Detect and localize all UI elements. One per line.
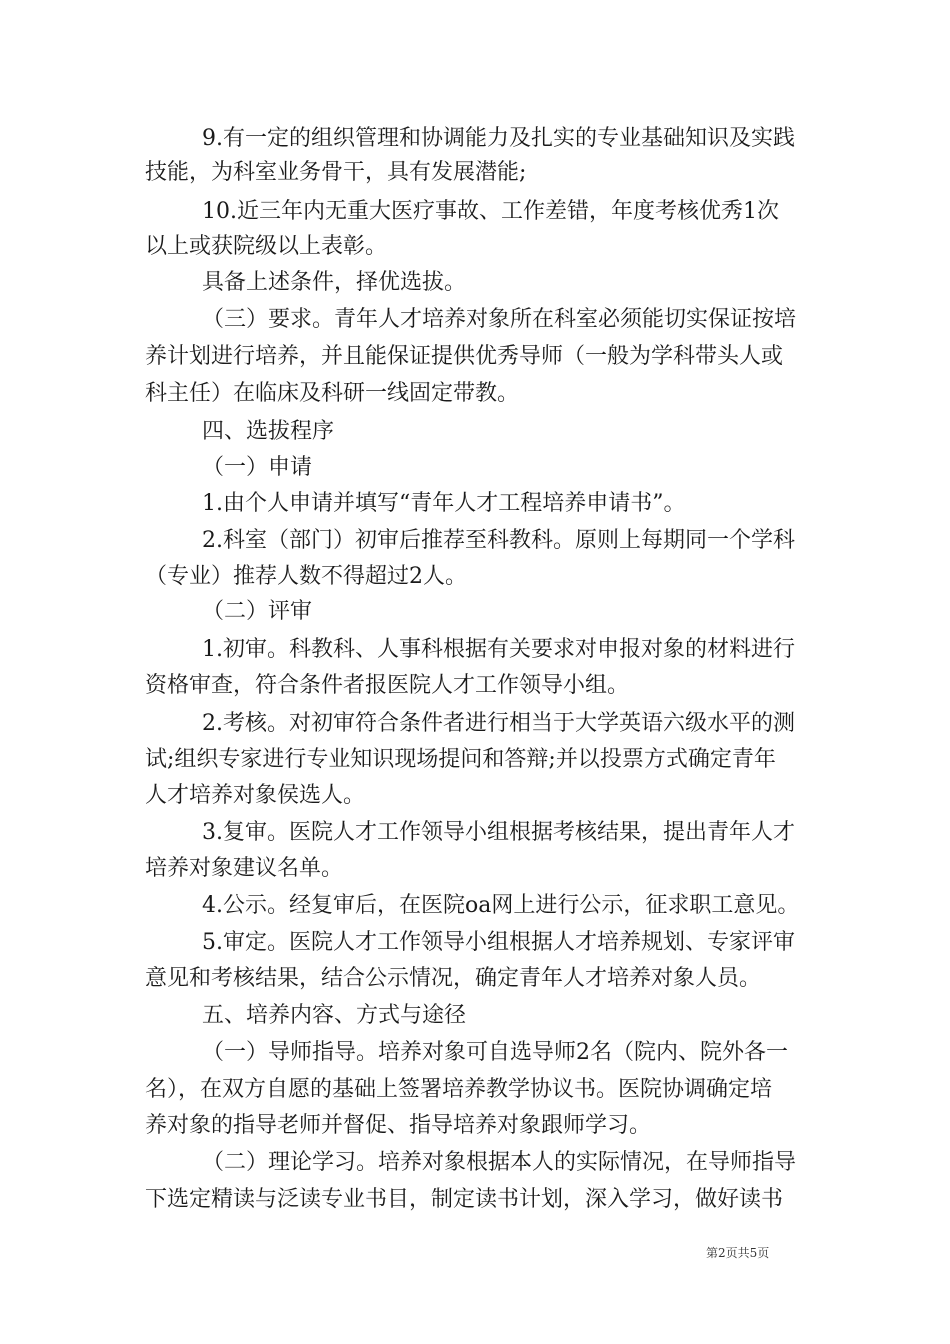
paragraph-line: 5.审定。医院人才工作领导小组根据人才培养规划、专家评审 <box>202 930 795 955</box>
paragraph-line: （三）要求。青年人才培养对象所在科室必须能切实保证按培 <box>202 307 797 332</box>
subsection-heading: （一）申请 <box>202 455 313 480</box>
paragraph-line: 养对象的指导老师并督促、指导培养对象跟师学习。 <box>145 1113 652 1138</box>
paragraph-line: 名），在双方自愿的基础上签署培养教学协议书。医院协调确定培 <box>145 1077 773 1102</box>
paragraph-line: 下选定精读与泛读专业书目，制定读书计划，深入学习，做好读书 <box>145 1187 784 1212</box>
subsection-heading: （二）评审 <box>202 599 313 624</box>
paragraph-line: 培养对象建议名单。 <box>145 856 344 881</box>
paragraph-line: 以上或获院级以上表彰。 <box>145 234 388 259</box>
paragraph-line: 养计划进行培养，并且能保证提供优秀导师（一般为学科带头人或 <box>145 344 784 369</box>
paragraph-line: 意见和考核结果，结合公示情况，确定青年人才培养对象人员。 <box>145 966 762 991</box>
section-heading: 五、培养内容、方式与途径 <box>202 1003 467 1028</box>
paragraph-line: （二）理论学习。培养对象根据本人的实际情况，在导师指导 <box>202 1150 797 1175</box>
paragraph-line: 1.由个人申请并填写“青年人才工程培养申请书”。 <box>202 491 686 516</box>
paragraph-line: 9.有一定的组织管理和协调能力及扎实的专业基础知识及实践 <box>202 126 795 151</box>
paragraph-line: 2.科室（部门）初审后推荐至科教科。原则上每期同一个学科 <box>202 528 795 553</box>
paragraph-line: （专业）推荐人数不得超过2人。 <box>145 564 467 589</box>
paragraph-line: 人才培养对象侯选人。 <box>145 783 366 808</box>
paragraph-line: 4.公示。经复审后，在医院oa网上进行公示，征求职工意见。 <box>202 893 800 918</box>
section-heading: 四、选拔程序 <box>202 419 335 444</box>
page-number-footer: 第2页共5页 <box>706 1246 770 1260</box>
paragraph-line: （一）导师指导。培养对象可自选导师2名（院内、院外各一 <box>202 1040 788 1065</box>
paragraph-line: 资格审查，符合条件者报医院人才工作领导小组。 <box>145 673 630 698</box>
paragraph-line: 具备上述条件，择优选拔。 <box>202 270 467 295</box>
paragraph-line: 试;组织专家进行专业知识现场提问和答辩;并以投票方式确定青年 <box>145 747 776 772</box>
paragraph-line: 1.初审。科教科、人事科根据有关要求对申报对象的材料进行 <box>202 637 795 662</box>
paragraph-line: 技能，为科室业务骨干，具有发展潜能; <box>145 160 527 185</box>
paragraph-line: 2.考核。对初审符合条件者进行相当于大学英语六级水平的测 <box>202 711 795 736</box>
paragraph-line: 3.复审。医院人才工作领导小组根据考核结果，提出青年人才 <box>202 820 795 845</box>
paragraph-line: 科主任）在临床及科研一线固定带教。 <box>145 381 520 406</box>
paragraph-line: 10.近三年内无重大医疗事故、工作差错，年度考核优秀1次 <box>202 199 779 224</box>
